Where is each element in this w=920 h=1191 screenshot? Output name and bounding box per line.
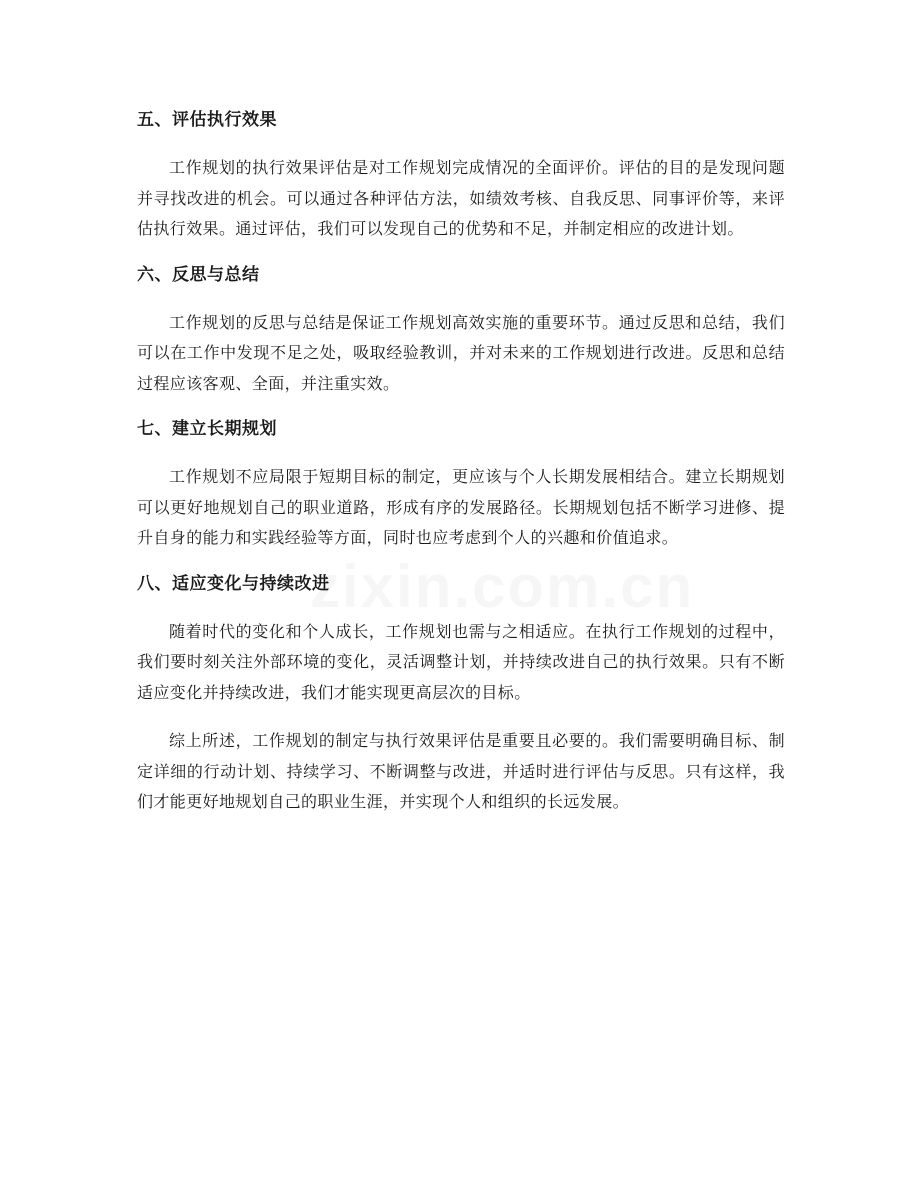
section-7 [137, 417, 785, 554]
section-paragraph: 工作规划的反思与总结是保证工作规划高效实施的重要环节。通过反思和总结，我们可以在工作中发现不足之处，吸取经验教训，并对未来的工作规划进行改进。反思和总结过程应该客观、全面，并注重实效。 [137, 312, 785, 393]
section-paragraph: 工作规划的执行效果评估是对工作规划完成情况的全面评价。评估的目的是发现问题并寻找改进的机会。可以通过各种评估方法，如绩效考核、自我反思、同事评价等，来评估执行效果。通过评估，我们可以发现自己的优势和不足，并制定相应的改进计划。 [137, 158, 785, 238]
section-paragraph: 随着时代的变化和个人成长，工作规划也需与之相适应。在执行工作规划的过程中，我们要时刻关注外部环境的变化，灵活调整计划，并持续改进自己的执行效果。只有不断适应变化并持续改进，我们才能实现更高层次的目标。 [137, 621, 785, 702]
section-heading: 六、反思与总结 [137, 264, 260, 285]
section-heading: 七、建立长期规划 [137, 419, 277, 439]
section-6 [137, 263, 785, 400]
section-paragraph: 工作规划不应局限于短期目标的制定，更应该与个人长期发展相结合。建立长期规划可以更好地规划自己的职业道路，形成有序的发展路径。长期规划包括不断学习进修、提升自身的能力和实践经验等方面，同时也应考虑到个人的兴趣和价值追求。 [137, 467, 785, 547]
document-body [137, 108, 785, 836]
conclusion-paragraph: 综上所述，工作规划的制定与执行效果评估是重要且必要的。我们需要明确目标、制定详细的行动计划、持续学习、不断调整与改进，并适时进行评估与反思。只有这样，我们才能更好地规划自己的职业生涯，并实现个人和组织的长远发展。 [137, 731, 785, 811]
section-8 [137, 572, 785, 709]
section-heading: 八、适应变化与持续改进 [137, 573, 330, 594]
section-heading: 五、评估执行效果 [137, 110, 277, 130]
section-5 [137, 108, 785, 245]
